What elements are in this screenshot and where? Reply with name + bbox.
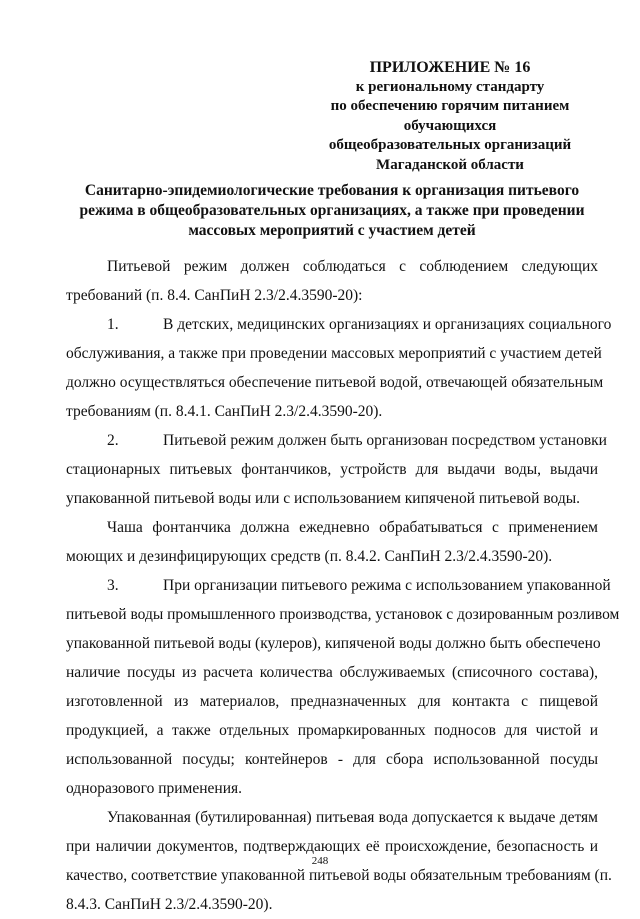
text-line xyxy=(93,426,607,455)
item-number: 3. xyxy=(107,577,119,594)
appendix-line: к региональному стандарту xyxy=(355,78,545,95)
text-line: питьевой воды промышленного производства, установок с дозированным розливом xyxy=(66,606,620,623)
appendix-line: по обеспечению горячим питанием xyxy=(330,98,570,114)
page-number: 248 xyxy=(311,855,329,867)
text-line: моющих и дезинфицирующих средств (п. 8.4.2. СанПиН 2.3/2.4.3590-20). xyxy=(66,548,553,565)
appendix-line: обучающихся xyxy=(403,117,497,134)
text-line: продукцией, а также отдельных промаркированных подносов для чистой и xyxy=(66,722,598,739)
text-line: требованиям (п. 8.4.1. СанПиН 2.3/2.4.3590-20). xyxy=(66,403,383,420)
text-line: 8.4.3. СанПиН 2.3/2.4.3590-20). xyxy=(66,896,273,913)
text-line: наличие посуды из расчета количества обслуживаемых (списочного состава), xyxy=(66,664,598,681)
item-text: При организации питьевого режима с использованием упакованной xyxy=(163,577,611,594)
intro-paragraph xyxy=(66,252,598,310)
bowl-paragraph xyxy=(66,513,598,571)
text-line: требований (п. 8.4. СанПиН 2.3/2.4.3590-20): xyxy=(66,287,363,304)
text-line: одноразового применения. xyxy=(66,780,243,797)
text-line: при наличии документов, подтверждающих её происхождение, безопасность и xyxy=(66,838,598,855)
text-line: Упакованная (бутилированная) питьевая вода допускается к выдаче детям xyxy=(107,809,598,826)
item-1-paragraph xyxy=(66,310,612,426)
document-body xyxy=(66,252,620,919)
title-line: Санитарно-эпидемиологические требования к организация питьевого xyxy=(84,182,580,199)
item-3-paragraph xyxy=(66,571,620,803)
appendix-title: ПРИЛОЖЕНИЕ № 16 xyxy=(369,59,531,76)
appendix-header xyxy=(300,58,600,175)
text-line: должно осуществляться обеспечение питьевой водой, отвечающей обязательным xyxy=(66,374,604,391)
appendix-line: Магаданской области xyxy=(376,156,524,173)
text-line: Чаша фонтанчика должна ежедневно обрабатываться с применением xyxy=(107,519,598,536)
text-line: упакованной питьевой воды (кулеров), кипяченой воды должно быть обеспечено xyxy=(66,635,601,652)
text-line: качество, соответствие упакованной питьевой воды обязательным требованиям (п. xyxy=(66,867,612,884)
text-line: Питьевой режим должен соблюдаться с соблюдением следующих xyxy=(107,258,598,275)
text-line: упакованной питьевой воды или с использованием кипяченой питьевой воды. xyxy=(66,490,581,507)
item-2-paragraph xyxy=(66,426,607,513)
item-number: 2. xyxy=(107,432,119,449)
text-line xyxy=(93,571,611,600)
item-number: 1. xyxy=(107,316,119,333)
text-line: стационарных питьевых фонтанчиков, устройств для выдачи воды, выдачи xyxy=(66,461,598,478)
text-line: изготовленной из материалов, предназначенных для контакта с пищевой xyxy=(66,693,598,710)
text-line: обслуживания, а также при проведении массовых мероприятий с участием детей xyxy=(66,345,602,362)
item-text: В детских, медицинских организациях и организациях социального xyxy=(163,316,612,333)
appendix-line: общеобразовательных организаций xyxy=(328,137,572,153)
item-text: Питьевой режим должен быть организован посредством установки xyxy=(163,432,607,449)
title-line: массовых мероприятий с участием детей xyxy=(188,222,476,239)
document-title xyxy=(62,181,602,241)
text-line: использованной посуды; контейнеров - для сбора использованной посуды xyxy=(66,751,598,768)
text-line xyxy=(93,310,612,339)
title-line: режима в общеобразовательных организациях, а также при проведении xyxy=(79,202,585,219)
